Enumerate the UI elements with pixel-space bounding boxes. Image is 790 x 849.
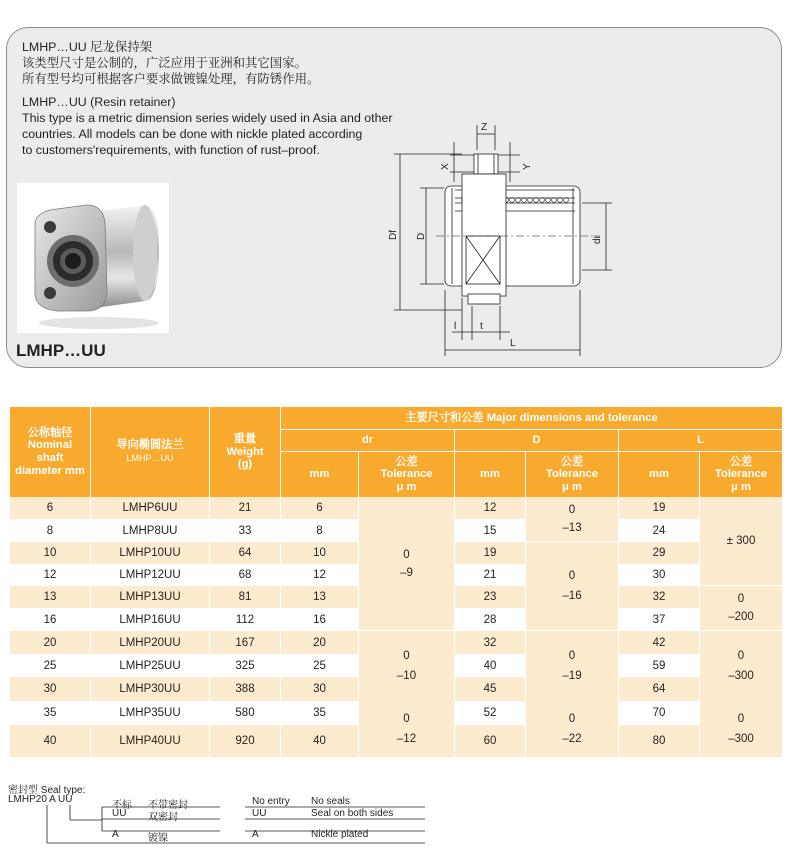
cell-shaft: 35 — [43, 707, 57, 719]
cell-L: 42 — [652, 636, 666, 649]
seal-en-code-2: UU — [252, 808, 267, 819]
D-tolerance-c: 0 –19 — [526, 631, 618, 700]
product-photo — [17, 183, 169, 333]
cell-dr: 35 — [313, 707, 326, 719]
cell-shaft: 16 — [43, 613, 57, 626]
cell-L: 70 — [652, 707, 666, 719]
cell-dr: 16 — [313, 613, 326, 626]
seal-en-desc-2: Seal on both sides — [311, 808, 394, 819]
dim-L-label: L — [510, 338, 516, 349]
cell-model: LMHP10UU — [119, 547, 181, 559]
cell-weight: 68 — [238, 569, 252, 581]
cell-D: 40 — [483, 659, 497, 672]
cell-model: LMHP35UU — [119, 707, 181, 719]
cell-D: 19 — [483, 547, 497, 559]
seal-cn-desc-3: 镀镍 — [148, 833, 168, 844]
cell-dr: 12 — [313, 569, 326, 581]
dim-dr-label: dr — [592, 235, 603, 244]
en-description-line-1: This type is a metric dimension series widely used in Asia and other — [22, 111, 393, 125]
cell-dr: 20 — [313, 636, 326, 649]
model-caption: LMHP…UU — [16, 341, 106, 360]
cell-weight: 81 — [238, 591, 252, 603]
cell-D: 60 — [483, 735, 497, 747]
cell-weight: 325 — [235, 659, 255, 672]
seal-cn-code-1: 不标 — [112, 800, 132, 811]
cn-description-line-2: 所有型号均可根据客户要求做镀镍处理，有防锈作用。 — [22, 72, 320, 86]
dim-d-label: D — [416, 232, 427, 240]
cell-weight: 920 — [235, 735, 255, 747]
cell-dr: 13 — [313, 591, 326, 603]
cell-dr: 10 — [313, 547, 326, 559]
cell-D: 32 — [483, 636, 497, 649]
en-description-line-3: to customers'requirements, with function of rust–proof. — [22, 143, 320, 157]
cell-dr: 25 — [313, 659, 326, 672]
cell-D: 23 — [483, 591, 497, 603]
header-dr-tolerance: 公差 Tolerance μ m — [359, 452, 454, 497]
cell-D: 15 — [483, 524, 497, 537]
header-model: 导向椭圆法兰 LMHP…UU — [91, 407, 209, 497]
L-tolerance-b: 0 –200 — [700, 586, 782, 630]
cell-weight: 388 — [235, 683, 255, 695]
cn-description-line-1: 该类型尺寸是公制的，广泛应用于亚洲和其它国家。 — [22, 56, 307, 70]
L-tolerance-c: 0 –300 — [700, 631, 782, 700]
header-D: D — [455, 430, 618, 451]
seal-type-example: LMHP20 A UU — [8, 794, 73, 805]
seal-cn-desc-2: 双密封 — [148, 812, 178, 823]
header-L: L — [619, 430, 782, 451]
cell-L: 59 — [652, 659, 666, 672]
cell-L: 37 — [652, 613, 666, 626]
cell-model: LMHP8UU — [122, 524, 178, 537]
cell-D: 12 — [483, 502, 497, 514]
cell-L: 24 — [652, 524, 666, 537]
cell-shaft: 40 — [43, 735, 57, 747]
seal-code-connector-lines — [40, 803, 460, 845]
cell-shaft: 13 — [43, 591, 57, 603]
cell-shaft: 20 — [43, 636, 57, 649]
seal-en-code-3: A — [252, 829, 259, 840]
cn-title: LMHP…UU 尼龙保持架 — [22, 40, 153, 54]
seal-en-desc-1: No seals — [311, 796, 350, 807]
cell-weight: 112 — [235, 613, 255, 626]
cell-dr: 40 — [313, 735, 326, 747]
header-weight: 重量 Weight (g) — [210, 407, 280, 497]
cell-shaft: 25 — [43, 659, 57, 672]
en-description-line-2: countries. All models can be done with nickle plated according — [22, 127, 363, 141]
cell-model: LMHP20UU — [119, 636, 181, 649]
cell-D: 21 — [483, 569, 497, 581]
cell-model: LMHP6UU — [122, 502, 178, 514]
cell-D: 28 — [483, 613, 497, 626]
L-tolerance-d: 0 –300 — [700, 701, 782, 757]
cell-model: LMHP13UU — [119, 591, 181, 603]
cell-D: 52 — [483, 707, 497, 719]
cell-shaft: 8 — [46, 524, 54, 537]
cell-shaft: 10 — [43, 547, 57, 559]
dr-tolerance-c: 0 –12 — [359, 701, 454, 757]
header-dr: dr — [281, 430, 454, 451]
D-tolerance-b: 0 –16 — [526, 542, 618, 630]
dimension-table — [10, 407, 782, 757]
cell-L: 30 — [652, 569, 666, 581]
seal-en-desc-3: Nickle plated — [311, 829, 369, 840]
cell-model: LMHP40UU — [119, 735, 181, 747]
cell-dr: 30 — [313, 683, 326, 695]
seal-type-title: 密封型 Seal type: — [8, 785, 86, 796]
cell-L: 80 — [652, 735, 666, 747]
dim-l-label: l — [454, 321, 457, 332]
L-tolerance-a: ± 300 — [700, 497, 782, 585]
cell-D: 45 — [483, 683, 497, 695]
seal-cn-code-3: A — [112, 829, 119, 840]
header-dr-mm: mm — [281, 452, 358, 497]
header-L-mm: mm — [619, 452, 699, 497]
seal-en-code-1: No entry — [252, 796, 290, 807]
dim-z-label: Z — [481, 122, 488, 133]
cell-model: LMHP12UU — [119, 569, 181, 581]
header-D-mm: mm — [455, 452, 525, 497]
cell-shaft: 6 — [46, 502, 54, 514]
cell-model: LMHP25UU — [119, 659, 181, 672]
en-title: LMHP…UU (Resin retainer) — [22, 95, 176, 109]
cell-shaft: 30 — [43, 683, 57, 695]
seal-cn-desc-1: 不带密封 — [148, 800, 188, 811]
header-L-tolerance: 公差 Tolerance μ m — [700, 452, 782, 497]
cell-weight: 33 — [238, 524, 252, 537]
cell-model: LMHP16UU — [119, 613, 181, 626]
technical-drawing — [380, 110, 620, 360]
cell-weight: 21 — [238, 502, 252, 514]
dr-tolerance-a: 0 –9 — [359, 497, 454, 630]
dr-tolerance-b: 0 –10 — [359, 631, 454, 700]
dim-y-label: Y — [522, 163, 533, 170]
cell-weight: 167 — [235, 636, 255, 649]
dim-x-label: X — [440, 163, 451, 170]
cell-L: 19 — [652, 502, 666, 514]
cell-dr: 8 — [316, 524, 323, 537]
D-tolerance-a: 0 –13 — [526, 497, 618, 541]
dim-t-label: t — [480, 321, 483, 332]
cell-model: LMHP30UU — [119, 683, 181, 695]
cell-weight: 64 — [238, 547, 252, 559]
cell-dr: 6 — [316, 502, 323, 514]
cell-L: 64 — [652, 683, 666, 695]
cell-weight: 580 — [235, 707, 255, 719]
cell-L: 29 — [652, 547, 666, 559]
header-shaft: 公称轴径 Nominal shaft diameter mm — [10, 407, 90, 497]
D-tolerance-d: 0 –22 — [526, 701, 618, 757]
header-major-dimensions: 主要尺寸和公差 Major dimensions and tolerance — [281, 407, 782, 429]
dim-df-label: Df — [388, 230, 399, 240]
cell-L: 32 — [652, 591, 666, 603]
cell-shaft: 12 — [43, 569, 57, 581]
seal-cn-code-2: UU — [112, 808, 127, 819]
header-D-tolerance: 公差 Tolerance μ m — [526, 452, 618, 497]
